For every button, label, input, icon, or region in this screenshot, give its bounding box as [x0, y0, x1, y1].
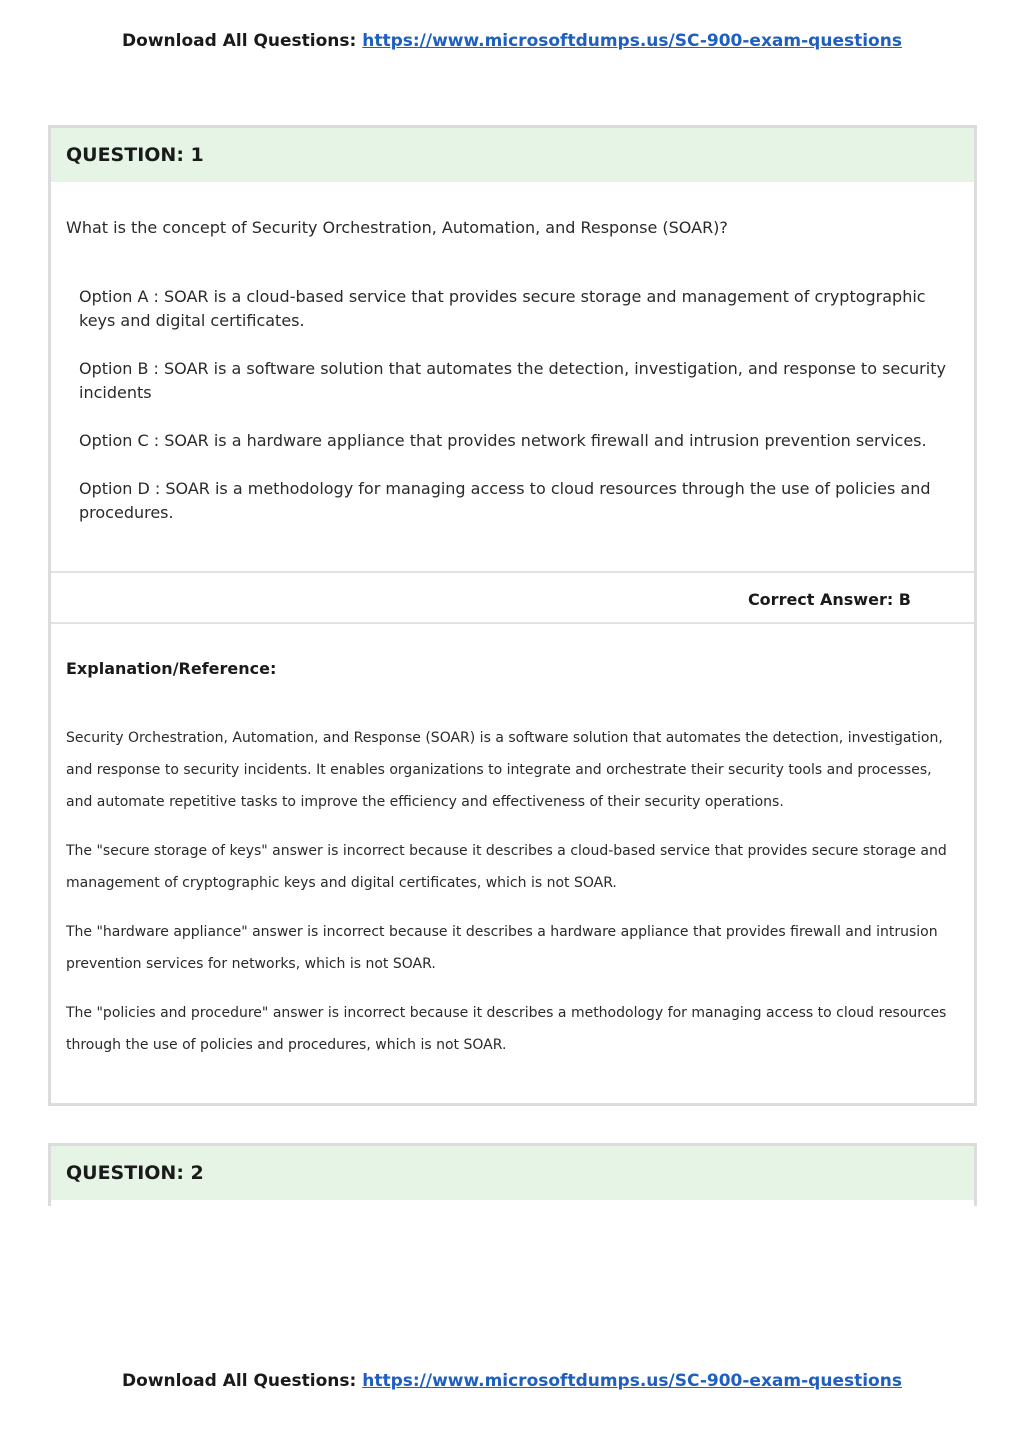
- question-heading: QUESTION: 2: [51, 1146, 974, 1200]
- option-b: Option B : SOAR is a software solution that automates the detection, investigation, and response to security incidents: [79, 359, 946, 402]
- option-a: Option A : SOAR is a cloud-based service that provides secure storage and management of cryptographic keys and digital certificates.: [79, 287, 926, 330]
- question-heading: QUESTION: 1: [51, 128, 974, 182]
- question-text: What is the concept of Security Orchestration, Automation, and Response (SOAR)?: [66, 218, 728, 237]
- explanation-body: [66, 722, 958, 1078]
- explanation-paragraph: Security Orchestration, Automation, and Response (SOAR) is a software solution that automates the detection, investigation, and response to security incidents. It enables organizations to integrate and orchestrate their security tools and processes, and automate repetitive tasks to improve the efficiency and effectiveness of their security operations.: [66, 730, 943, 810]
- download-link[interactable]: https://www.microsoftdumps.us/SC-900-exam-questions: [362, 31, 902, 51]
- download-label: Download All Questions:: [122, 31, 357, 51]
- options-list: [79, 285, 949, 549]
- download-label: Download All Questions:: [122, 1371, 357, 1391]
- explanation-paragraph: The "secure storage of keys" answer is incorrect because it describes a cloud-based service that provides secure storage and management of cryptographic keys and digital certificates, which is not SOAR.: [66, 843, 947, 891]
- correct-answer: Correct Answer: B: [747, 590, 911, 609]
- download-banner-top: [0, 31, 1024, 51]
- download-banner-bottom: [0, 1371, 1024, 1391]
- option-d: Option D : SOAR is a methodology for managing access to cloud resources through the use of policies and procedures.: [79, 479, 931, 522]
- explanation-paragraph: The "hardware appliance" answer is incorrect because it describes a hardware appliance that provides firewall and intrusion prevention services for networks, which is not SOAR.: [66, 924, 938, 972]
- explanation-title: Explanation/Reference:: [66, 659, 277, 678]
- divider: [51, 571, 974, 573]
- divider: [51, 622, 974, 624]
- explanation-paragraph: The "policies and procedure" answer is incorrect because it describes a methodology for managing access to cloud resources through the use of policies and procedures, which is not SOAR.: [66, 1005, 947, 1053]
- question-card-2: [48, 1143, 977, 1206]
- option-c: Option C : SOAR is a hardware appliance that provides network firewall and intrusion prevention services.: [79, 431, 927, 450]
- question-card-1: [48, 125, 977, 1106]
- download-link[interactable]: https://www.microsoftdumps.us/SC-900-exam-questions: [362, 1371, 902, 1391]
